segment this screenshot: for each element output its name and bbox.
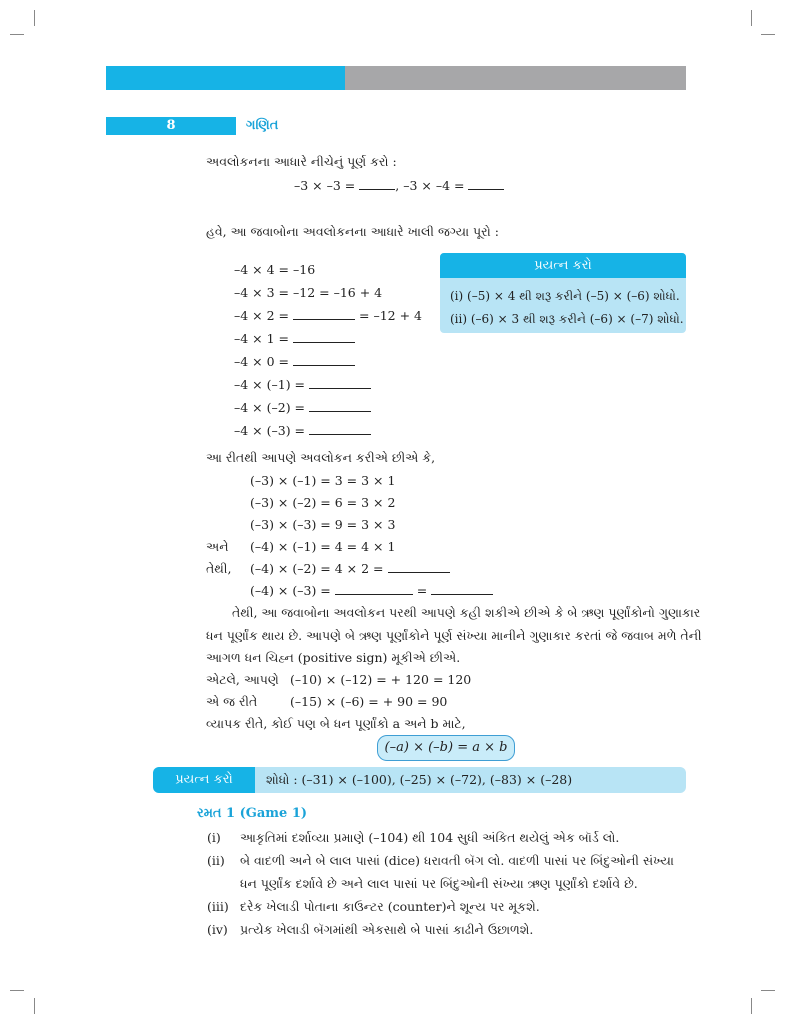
subject-title: ગણિત [246, 118, 279, 133]
example-eq: (–15) × (–6) = + 90 = 90 [290, 694, 448, 709]
example-label: એ જ રીતે [206, 694, 258, 709]
pattern-row [234, 331, 355, 347]
pattern-row [234, 400, 371, 416]
header-bar-blue [106, 66, 345, 90]
answer-blank [309, 400, 371, 412]
header-bar-gray [345, 66, 686, 90]
game-item-number: (iii) [207, 899, 229, 914]
so-label: તેથી, [206, 561, 232, 576]
intro-equation [294, 178, 504, 194]
example-label: એટલે, આપણે [206, 672, 279, 687]
pattern-row-right: = –12 + 4 [359, 308, 422, 323]
observation-intro: આ રીતથી આપણે અવલોકન કરીએ છીએ કે, [206, 450, 436, 465]
try-these-box [440, 253, 686, 333]
observation-eq: (–3) × (–1) = 3 = 3 × 1 [250, 473, 396, 488]
intro-text: અવલોકનના આધારે નીચેનું પૂર્ણ કરો : [206, 154, 397, 169]
answer-blank [388, 561, 450, 573]
answer-blank [335, 583, 413, 595]
answer-blank [293, 308, 355, 320]
intro-eq2: , –3 × –4 = [395, 178, 465, 193]
answer-blank [293, 354, 355, 366]
crop-mark [10, 990, 24, 991]
crop-mark [751, 998, 752, 1014]
try-these-label: પ્રયત્ન કરો [153, 767, 255, 793]
game-item-number: (ii) [207, 853, 225, 868]
crop-mark [761, 34, 775, 35]
pattern-row: –4 × 4 = –16 [234, 262, 316, 277]
answer-blank [309, 423, 371, 435]
pattern-row [234, 423, 371, 439]
crop-mark [34, 998, 35, 1014]
observation-eq [250, 583, 493, 599]
answer-blank [359, 178, 395, 190]
fill-instruction: હવે, આ જવાબોના અવલોકનના આધારે ખાલી જગ્યા પૂરો : [206, 224, 499, 239]
answer-blank [468, 178, 504, 190]
and-label: અને [206, 539, 229, 554]
observation-eq: (–3) × (–3) = 9 = 3 × 3 [250, 517, 396, 532]
game-item-number: (i) [207, 830, 221, 845]
pattern-row [234, 354, 355, 370]
pattern-row-left: –4 × (–1) = [234, 377, 306, 392]
observation-eq-left: (–4) × (–3) = [250, 583, 331, 598]
try-item: (i) (–5) × 4 થી શરૂ કરીને (–5) × (–6) શોધો. [450, 289, 680, 303]
game-item: આકૃતિમાં દર્શાવ્યા પ્રમાણે (–104) થી 104 સુધી અંકિત થયેલું એક બૉર્ડ લો. [240, 830, 620, 845]
game-item-number: (iv) [207, 922, 228, 937]
pattern-row-left: –4 × (–3) = [234, 423, 306, 438]
page-number: 8 [106, 117, 236, 135]
try-item: (ii) (–6) × 3 થી શરૂ કરીને (–6) × (–7) શોધો. [450, 312, 684, 326]
game-title: રમત 1 (Game 1) [197, 806, 308, 821]
observation-eq-left: (–4) × (–2) = 4 × 2 = [250, 561, 384, 576]
crop-mark [751, 10, 752, 26]
general-statement: વ્યાપક રીતે, કોઈ પણ બે ધન પૂર્ણાંકો a અને b માટે, [206, 716, 466, 731]
pattern-row [234, 308, 422, 324]
crop-mark [761, 990, 775, 991]
formula-box: (–a) × (–b) = a × b [377, 735, 515, 761]
observation-eq: (–4) × (–1) = 4 = 4 × 1 [250, 539, 396, 554]
pattern-row-left: –4 × 0 = [234, 354, 290, 369]
paragraph-line: ધન પૂર્ણાંક થાય છે. આપણે બે ઋણ પૂર્ણાંકોને પૂર્ણ સંખ્યા માનીને ગુણાકાર કરતાં જે જવાબ મળે તેની [206, 628, 702, 643]
pattern-row: –4 × 3 = –12 = –16 + 4 [234, 285, 383, 300]
answer-blank [309, 377, 371, 389]
example-eq: (–10) × (–12) = + 120 = 120 [290, 672, 472, 687]
answer-blank [293, 331, 355, 343]
game-item: ધન પૂર્ણાંક દર્શાવે છે અને લાલ પાસાં પર બિંદુઓની સંખ્યા ઋણ પૂર્ણાંકો દર્શાવે છે. [240, 876, 638, 891]
observation-eq: (–3) × (–2) = 6 = 3 × 2 [250, 495, 396, 510]
crop-mark [34, 10, 35, 26]
observation-eq-mid: = [416, 583, 428, 598]
intro-eq1: –3 × –3 = [294, 178, 356, 193]
crop-mark [10, 34, 24, 35]
try-these-title: પ્રયત્ન કરો [440, 253, 686, 278]
game-item: દરેક ખેલાડી પોતાના કાઉન્ટર (counter)ને શૂન્ય પર મૂકશે. [240, 899, 540, 914]
paragraph-line: આગળ ધન ચિહ્ન (positive sign) મૂકીએ છીએ. [206, 650, 461, 665]
pattern-row-left: –4 × 1 = [234, 331, 290, 346]
answer-blank [431, 583, 493, 595]
pattern-row [234, 377, 371, 393]
game-item: બે વાદળી અને બે લાલ પાસાં (dice) ધરાવતી બૅગ લો. વાદળી પાસાં પર બિંદુઓની સંખ્યા [240, 853, 674, 868]
observation-eq [250, 561, 450, 577]
paragraph-line: તેથી, આ જવાબોના અવલોકન પરથી આપણે કહી શકીએ છીએ કે બે ઋણ પૂર્ણાંકોનો ગુણાકાર [232, 605, 701, 620]
pattern-row-left: –4 × 2 = [234, 308, 290, 323]
game-item: પ્રત્યેક ખેલાડી બૅગમાંથી એકસાથે બે પાસાં કાઢીને ઉછાળશે. [240, 922, 534, 937]
pattern-row-left: –4 × (–2) = [234, 400, 306, 415]
try-these-question: શોધો : (–31) × (–100), (–25) × (–72), (–83) × (–28) [266, 772, 573, 787]
